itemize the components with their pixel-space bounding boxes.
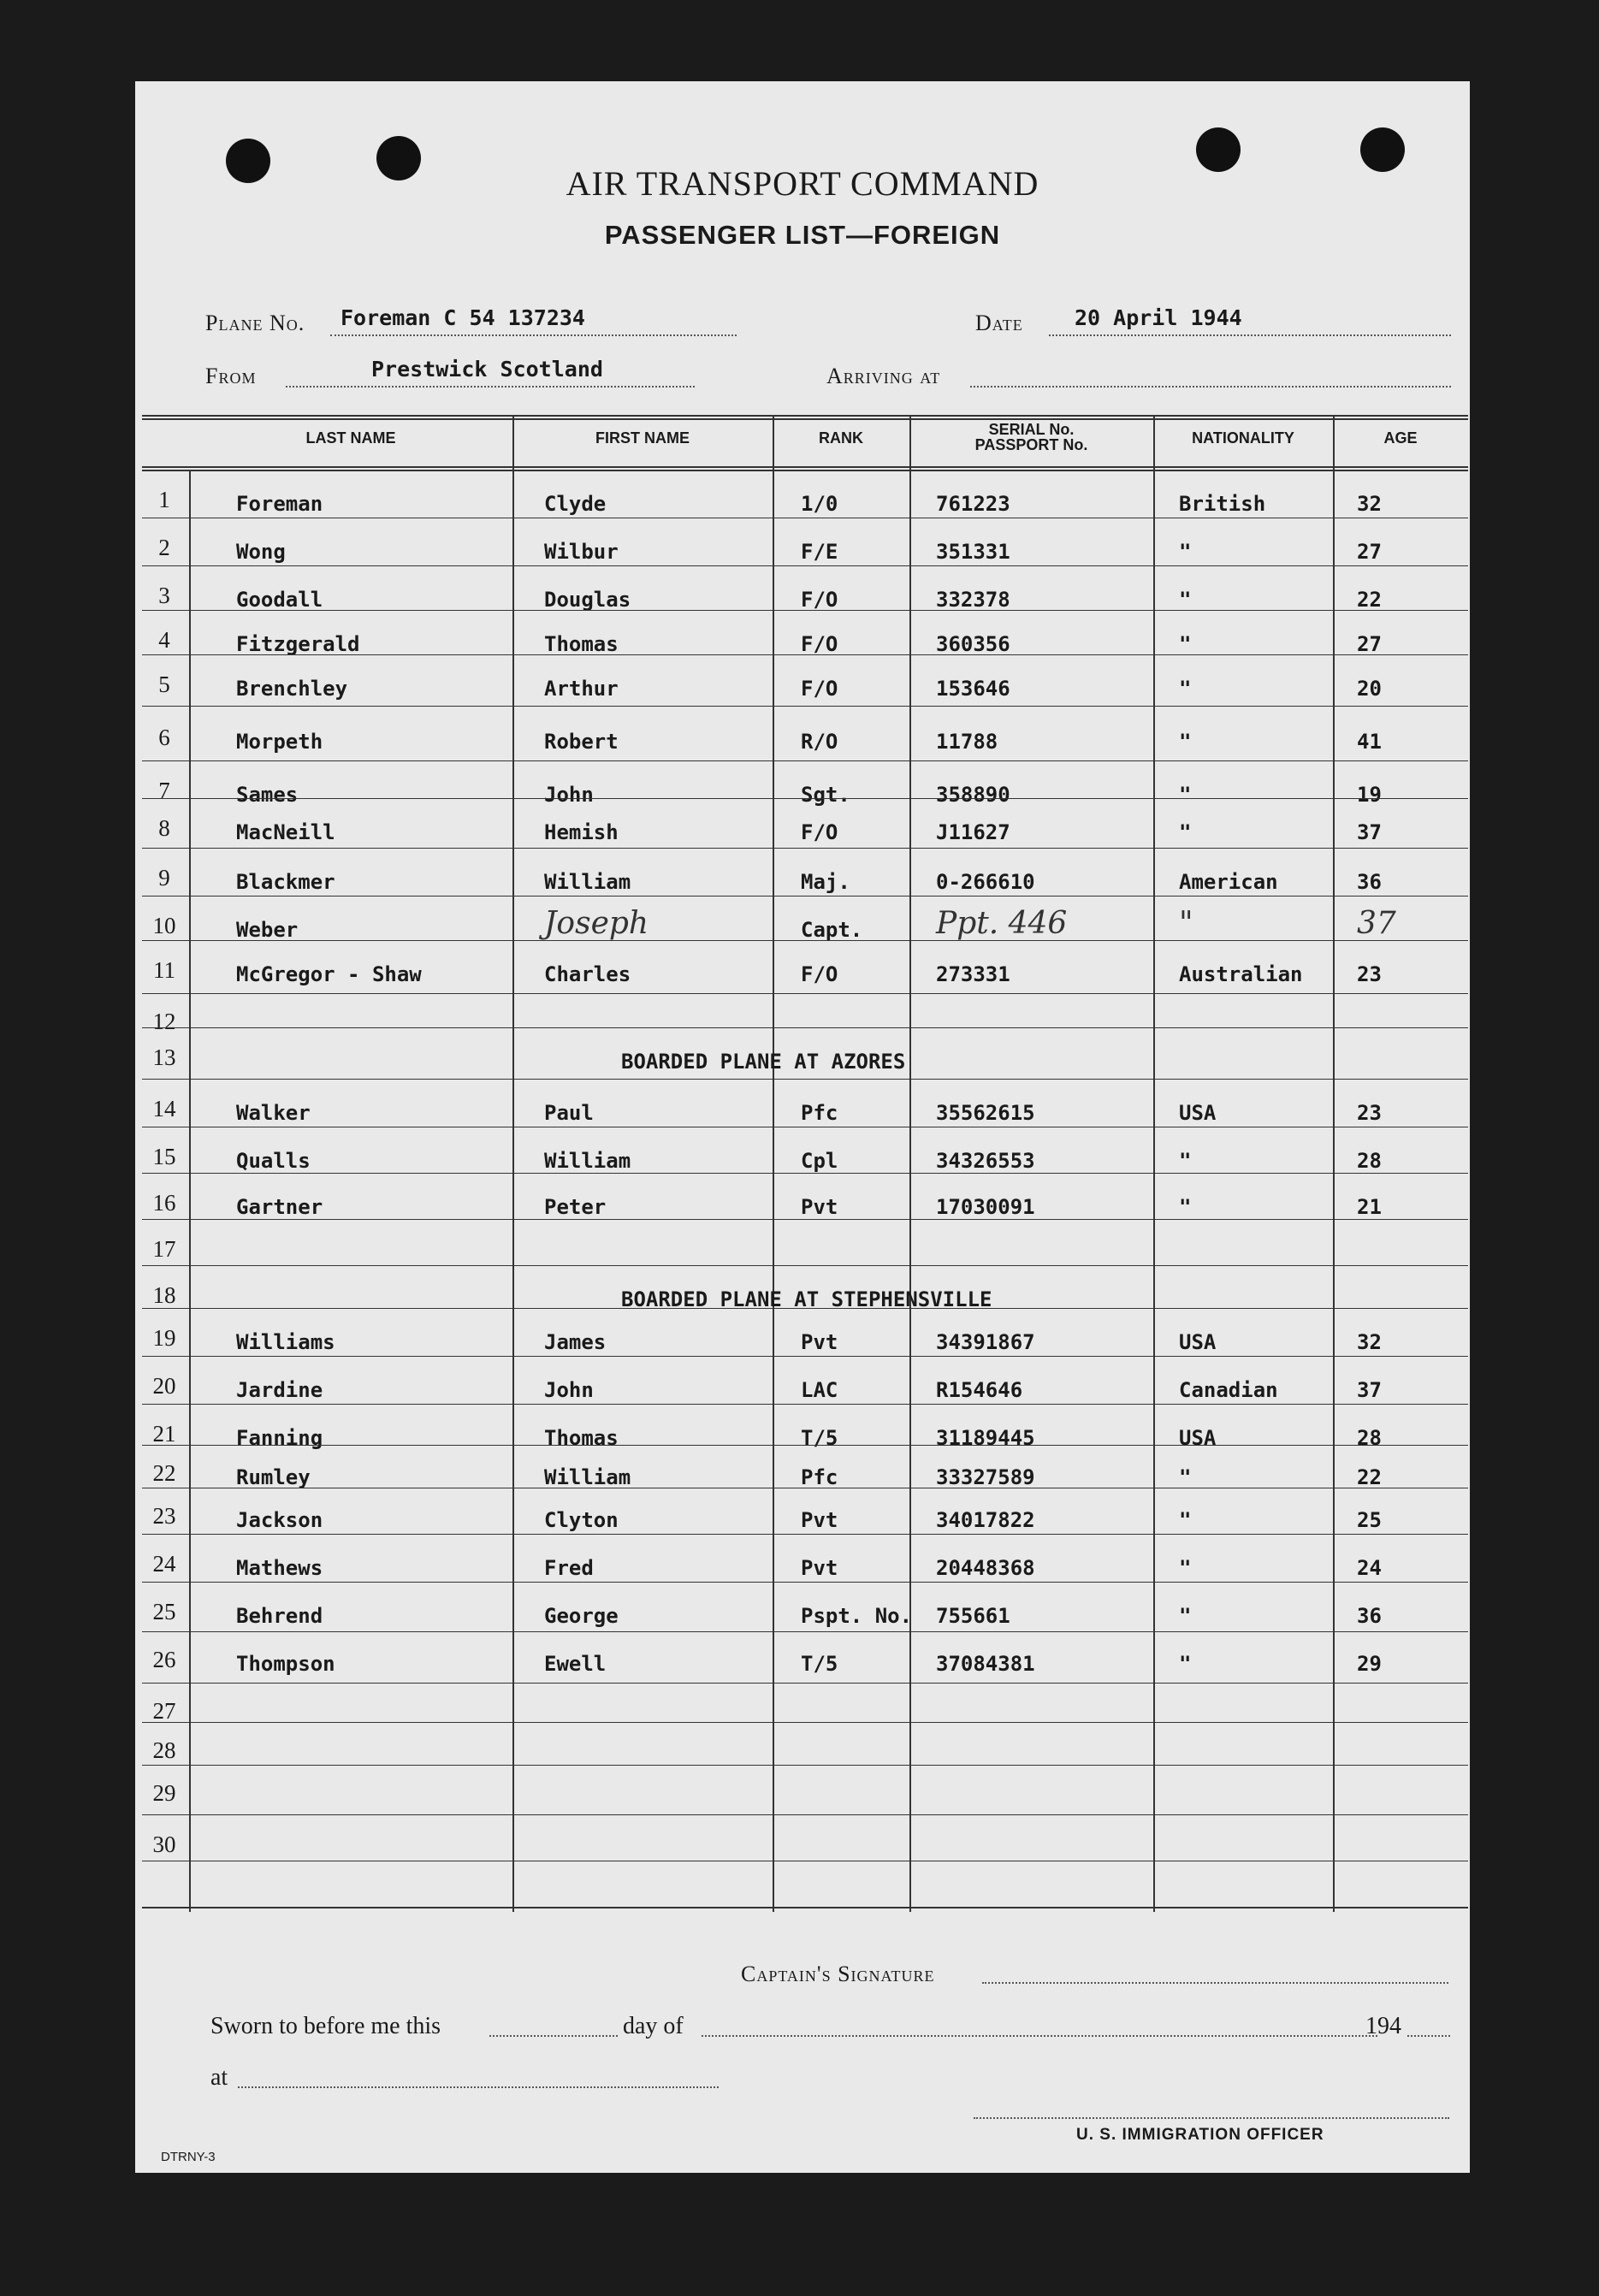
cell-first-name: Ewell xyxy=(544,1652,607,1676)
cell-first-name: Arthur xyxy=(544,677,619,701)
cell-first-name: John xyxy=(544,1378,594,1402)
cell-age: 37 xyxy=(1357,820,1382,844)
cell-rank: Pvt xyxy=(801,1556,838,1580)
cell-age: 28 xyxy=(1357,1426,1382,1450)
cell-last-name: Sames xyxy=(236,783,299,807)
row-divider xyxy=(142,1534,1468,1535)
row-divider xyxy=(142,1404,1468,1405)
row-number: 19 xyxy=(152,1325,176,1351)
cell-serial: 358890 xyxy=(936,783,1010,807)
cell-last-name: Behrend xyxy=(236,1604,323,1628)
cell-last-name: Gartner xyxy=(236,1195,323,1219)
row-number: 11 xyxy=(153,957,175,983)
cell-last-name: Thompson xyxy=(236,1652,335,1676)
cell-age: 22 xyxy=(1357,588,1382,612)
row-number: 24 xyxy=(152,1551,176,1577)
col-serial xyxy=(909,422,1153,453)
table-row xyxy=(142,1130,1468,1176)
cell-serial: 34017822 xyxy=(936,1508,1035,1532)
arriving-label: Arriving at xyxy=(826,364,941,388)
from-value: Prestwick Scotland xyxy=(371,357,603,382)
row-number: 20 xyxy=(152,1373,176,1399)
row-divider xyxy=(142,1308,1468,1309)
row-number: 9 xyxy=(158,865,170,891)
cell-nationality: " xyxy=(1179,677,1192,701)
cell-rank: Pfc xyxy=(801,1101,838,1125)
row-number: 23 xyxy=(152,1503,176,1529)
cell-nationality: USA xyxy=(1179,1330,1217,1354)
plane-line xyxy=(330,334,737,336)
table-row xyxy=(142,1585,1468,1631)
row-number: 1 xyxy=(158,487,170,512)
cell-last-name: Jardine xyxy=(236,1378,323,1402)
row-divider xyxy=(142,993,1468,994)
cell-nationality: USA xyxy=(1179,1426,1217,1450)
table-row xyxy=(142,1222,1468,1269)
cell-age: 25 xyxy=(1357,1508,1382,1532)
row-number: 3 xyxy=(158,583,170,608)
cell-nationality: " xyxy=(1179,783,1192,807)
cell-rank: Pvt xyxy=(801,1508,838,1532)
cell-first-name: Fred xyxy=(544,1556,594,1580)
immigration-officer-label: U. S. IMMIGRATION OFFICER xyxy=(1076,2126,1324,2144)
cell-last-name: Foreman xyxy=(236,492,323,516)
col-nationality: NATIONALITY xyxy=(1192,429,1294,447)
table-row xyxy=(142,1633,1468,1679)
cell-nationality: USA xyxy=(1179,1101,1217,1125)
col-rank: RANK xyxy=(819,429,863,447)
table-row xyxy=(142,473,1468,519)
captain-signature-label: Captain's Signature xyxy=(741,1962,935,1986)
cell-nationality: British xyxy=(1179,492,1266,516)
table-row xyxy=(142,613,1468,660)
cell-serial: J11627 xyxy=(936,820,1010,844)
cell-nationality: " xyxy=(1179,1465,1192,1489)
col-last-name: LAST NAME xyxy=(305,429,396,447)
row-number: 4 xyxy=(158,627,170,653)
row-number: 14 xyxy=(152,1096,176,1121)
cell-rank: F/O xyxy=(801,820,838,844)
cell-rank: Maj. xyxy=(801,870,850,894)
passenger-table xyxy=(142,415,1468,1912)
table-row xyxy=(142,1724,1468,1770)
cell-nationality: " xyxy=(1179,1195,1192,1219)
cell-serial: R154646 xyxy=(936,1378,1023,1402)
cell-first-name: Douglas xyxy=(544,588,631,612)
col-serial-line2: PASSPORT No. xyxy=(974,436,1088,453)
row-number: 10 xyxy=(152,913,176,938)
form-title: AIR TRANSPORT COMMAND xyxy=(566,164,1039,203)
cell-last-name: Walker xyxy=(236,1101,311,1125)
cell-last-name: Jackson xyxy=(236,1508,323,1532)
cell-first-name: Robert xyxy=(544,730,619,754)
row-number: 6 xyxy=(158,725,170,750)
col-first-name: FIRST NAME xyxy=(595,429,690,447)
cell-age: 41 xyxy=(1357,730,1382,754)
plane-value: Foreman C 54 137234 xyxy=(341,305,585,330)
cell-age: 23 xyxy=(1357,1101,1382,1125)
row-divider xyxy=(142,940,1468,941)
row-divider xyxy=(142,896,1468,897)
month-line xyxy=(702,2035,1377,2037)
cell-serial: 37084381 xyxy=(936,1652,1035,1676)
cell-serial: 20448368 xyxy=(936,1556,1035,1580)
table-row xyxy=(142,1311,1468,1358)
year-line xyxy=(1407,2035,1450,2037)
row-divider xyxy=(142,610,1468,611)
cell-first-name: George xyxy=(544,1604,619,1628)
cell-rank: Sgt. xyxy=(801,783,850,807)
col-serial-line1: SERIAL No. xyxy=(988,421,1075,438)
cell-serial: 33327589 xyxy=(936,1465,1035,1489)
cell-serial: 0-266610 xyxy=(936,870,1035,894)
cell-age: 37 xyxy=(1357,906,1396,941)
cell-age: 29 xyxy=(1357,1652,1382,1676)
row-divider xyxy=(142,1582,1468,1583)
cell-last-name: Mathews xyxy=(236,1556,323,1580)
cell-last-name: Fanning xyxy=(236,1426,323,1450)
cell-first-name: William xyxy=(544,1149,631,1173)
date-value: 20 April 1944 xyxy=(1075,305,1242,330)
cell-rank: R/O xyxy=(801,730,838,754)
cell-rank: Capt. xyxy=(801,918,863,942)
cell-last-name: Williams xyxy=(236,1330,335,1354)
cell-first-name: William xyxy=(544,870,631,894)
cell-last-name: Blackmer xyxy=(236,870,335,894)
row-divider xyxy=(142,1765,1468,1766)
cell-first-name: Clyde xyxy=(544,492,607,516)
cell-rank: Pspt. No. xyxy=(801,1604,913,1628)
table-row xyxy=(142,1489,1468,1536)
row-divider xyxy=(142,565,1468,566)
cell-nationality: " xyxy=(1179,540,1192,564)
cell-nationality: " xyxy=(1179,588,1192,612)
cell-first-name: Charles xyxy=(544,962,631,986)
row-number: 13 xyxy=(152,1044,176,1070)
row-divider xyxy=(142,654,1468,655)
cell-age: 24 xyxy=(1357,1556,1382,1580)
cell-age: 19 xyxy=(1357,783,1382,807)
plane-label: Plane No. xyxy=(205,311,305,335)
cell-nationality: " xyxy=(1179,1508,1192,1532)
sworn-day-line xyxy=(489,2035,618,2037)
cell-serial: 11788 xyxy=(936,730,998,754)
row-number: 12 xyxy=(152,1009,176,1034)
row-divider xyxy=(142,1722,1468,1723)
cell-serial: 31189445 xyxy=(936,1426,1035,1450)
cell-first-name: Thomas xyxy=(544,1426,619,1450)
cell-rank: F/O xyxy=(801,632,838,656)
table-row xyxy=(142,802,1468,848)
row-divider xyxy=(142,1356,1468,1357)
row-number: 27 xyxy=(152,1698,176,1724)
cell-last-name: McGregor - Shaw xyxy=(236,962,422,986)
row-number: 21 xyxy=(152,1421,176,1447)
arriving-line xyxy=(970,386,1451,388)
cell-nationality: " xyxy=(1179,632,1192,656)
cell-rank: F/O xyxy=(801,588,838,612)
row-number: 28 xyxy=(152,1737,176,1763)
cell-last-name: Weber xyxy=(236,918,299,942)
row-number: 29 xyxy=(152,1780,176,1806)
year-prefix: 194 xyxy=(1365,2013,1401,2039)
cell-serial: 35562615 xyxy=(936,1101,1035,1125)
cell-rank: LAC xyxy=(801,1378,838,1402)
cell-first-name: William xyxy=(544,1465,631,1489)
table-row xyxy=(142,711,1468,757)
cell-age: 32 xyxy=(1357,1330,1382,1354)
cell-age: 21 xyxy=(1357,1195,1382,1219)
table-row xyxy=(142,1176,1468,1222)
table-row xyxy=(142,1818,1468,1864)
cell-last-name: Qualls xyxy=(236,1149,311,1173)
row-number: 7 xyxy=(158,778,170,803)
cell-rank: F/O xyxy=(801,962,838,986)
sworn-label: Sworn to before me this xyxy=(210,2013,441,2039)
row-number: 22 xyxy=(152,1460,176,1486)
cell-age: 23 xyxy=(1357,962,1382,986)
row-number: 17 xyxy=(152,1236,176,1262)
cell-last-name: Fitzgerald xyxy=(236,632,360,656)
table-row xyxy=(142,1447,1468,1493)
cell-nationality: " xyxy=(1179,1149,1192,1173)
table-row xyxy=(142,569,1468,615)
cell-rank: Pvt xyxy=(801,1195,838,1219)
cell-serial: 153646 xyxy=(936,677,1010,701)
cell-nationality: " xyxy=(1179,820,1192,844)
cell-nationality: " xyxy=(1179,1652,1192,1676)
cell-rank: Cpl xyxy=(801,1149,838,1173)
cell-first-name: Joseph xyxy=(544,906,649,941)
cell-last-name: Brenchley xyxy=(236,677,348,701)
cell-age: 27 xyxy=(1357,632,1382,656)
cell-rank: Pvt xyxy=(801,1330,838,1354)
cell-nationality: Australian xyxy=(1179,962,1303,986)
cell-last-name: Morpeth xyxy=(236,730,323,754)
row-number: 15 xyxy=(152,1144,176,1169)
cell-serial: 273331 xyxy=(936,962,1010,986)
cell-rank: Pfc xyxy=(801,1465,838,1489)
row-divider xyxy=(142,798,1468,799)
table-row xyxy=(142,899,1468,945)
cell-age: 27 xyxy=(1357,540,1382,564)
from-label: From xyxy=(205,364,257,388)
cell-nationality: " xyxy=(1179,1556,1192,1580)
row-divider xyxy=(142,1173,1468,1174)
row-number: 18 xyxy=(152,1282,176,1308)
at-label: at xyxy=(210,2064,228,2091)
from-line xyxy=(286,386,695,388)
row-number: 25 xyxy=(152,1599,176,1624)
table-row xyxy=(142,1537,1468,1583)
table-row xyxy=(142,944,1468,990)
cell-first-name: Clyton xyxy=(544,1508,619,1532)
row-divider xyxy=(142,1683,1468,1684)
cell-rank: T/5 xyxy=(801,1652,838,1676)
date-line xyxy=(1049,334,1451,336)
table-row xyxy=(142,1359,1468,1405)
cell-first-name: Wilbur xyxy=(544,540,619,564)
row-divider xyxy=(142,1445,1468,1446)
cell-last-name: Goodall xyxy=(236,588,323,612)
table-row xyxy=(142,521,1468,567)
cell-rank: T/5 xyxy=(801,1426,838,1450)
cell-serial: 761223 xyxy=(936,492,1010,516)
row-number: 16 xyxy=(152,1190,176,1216)
cell-serial: 755661 xyxy=(936,1604,1010,1628)
table-row xyxy=(142,1082,1468,1128)
section-heading: BOARDED PLANE AT STEPHENSVILLE xyxy=(621,1287,992,1311)
cell-serial: 17030091 xyxy=(936,1195,1035,1219)
cell-serial: 34391867 xyxy=(936,1330,1035,1354)
table-row xyxy=(142,1766,1468,1813)
row-divider xyxy=(142,1265,1468,1266)
cell-first-name: James xyxy=(544,1330,607,1354)
cell-age: 28 xyxy=(1357,1149,1382,1173)
cell-rank: F/O xyxy=(801,677,838,701)
form-subtitle: PASSENGER LIST—FOREIGN xyxy=(604,220,1001,250)
captain-signature-line xyxy=(982,1982,1448,1984)
cell-nationality: " xyxy=(1179,906,1193,941)
row-divider xyxy=(142,706,1468,707)
table-row xyxy=(142,658,1468,704)
cell-serial: 360356 xyxy=(936,632,1010,656)
cell-nationality: " xyxy=(1179,1604,1192,1628)
col-age: AGE xyxy=(1383,429,1418,447)
cell-nationality: Canadian xyxy=(1179,1378,1278,1402)
cell-rank: 1/0 xyxy=(801,492,838,516)
cell-age: 32 xyxy=(1357,492,1382,516)
cell-first-name: Peter xyxy=(544,1195,607,1219)
section-heading: BOARDED PLANE AT AZORES xyxy=(621,1050,906,1074)
cell-serial: Ppt. 446 xyxy=(936,906,1068,941)
table-row xyxy=(142,851,1468,897)
row-number: 8 xyxy=(158,815,170,841)
cell-first-name: Thomas xyxy=(544,632,619,656)
cell-nationality: American xyxy=(1179,870,1278,894)
cell-serial: 332378 xyxy=(936,588,1010,612)
row-divider xyxy=(142,848,1468,849)
cell-first-name: John xyxy=(544,783,594,807)
cell-age: 36 xyxy=(1357,870,1382,894)
row-divider xyxy=(142,1219,1468,1220)
cell-age: 36 xyxy=(1357,1604,1382,1628)
cell-rank: F/E xyxy=(801,540,838,564)
table-row xyxy=(142,1031,1468,1077)
cell-last-name: MacNeill xyxy=(236,820,335,844)
row-divider xyxy=(142,1079,1468,1080)
date-label: Date xyxy=(975,311,1023,335)
cell-first-name: Hemish xyxy=(544,820,619,844)
cell-serial: 34326553 xyxy=(936,1149,1035,1173)
row-divider xyxy=(142,1814,1468,1815)
cell-nationality: " xyxy=(1179,730,1192,754)
row-number: 26 xyxy=(152,1647,176,1672)
day-of-label: day of xyxy=(623,2013,684,2039)
row-divider xyxy=(142,1027,1468,1028)
row-number: 5 xyxy=(158,672,170,697)
officer-signature-line xyxy=(974,2117,1449,2119)
at-line xyxy=(238,2086,719,2088)
form-code: DTRNY-3 xyxy=(161,2150,216,2164)
row-number: 2 xyxy=(158,535,170,560)
row-divider xyxy=(142,760,1468,761)
passenger-list-form xyxy=(135,81,1470,2173)
row-number: 30 xyxy=(152,1831,176,1857)
cell-first-name: Paul xyxy=(544,1101,594,1125)
cell-serial: 351331 xyxy=(936,540,1010,564)
cell-age: 37 xyxy=(1357,1378,1382,1402)
cell-last-name: Rumley xyxy=(236,1465,311,1489)
cell-age: 22 xyxy=(1357,1465,1382,1489)
row-divider xyxy=(142,1631,1468,1632)
cell-age: 20 xyxy=(1357,677,1382,701)
cell-last-name: Wong xyxy=(236,540,286,564)
